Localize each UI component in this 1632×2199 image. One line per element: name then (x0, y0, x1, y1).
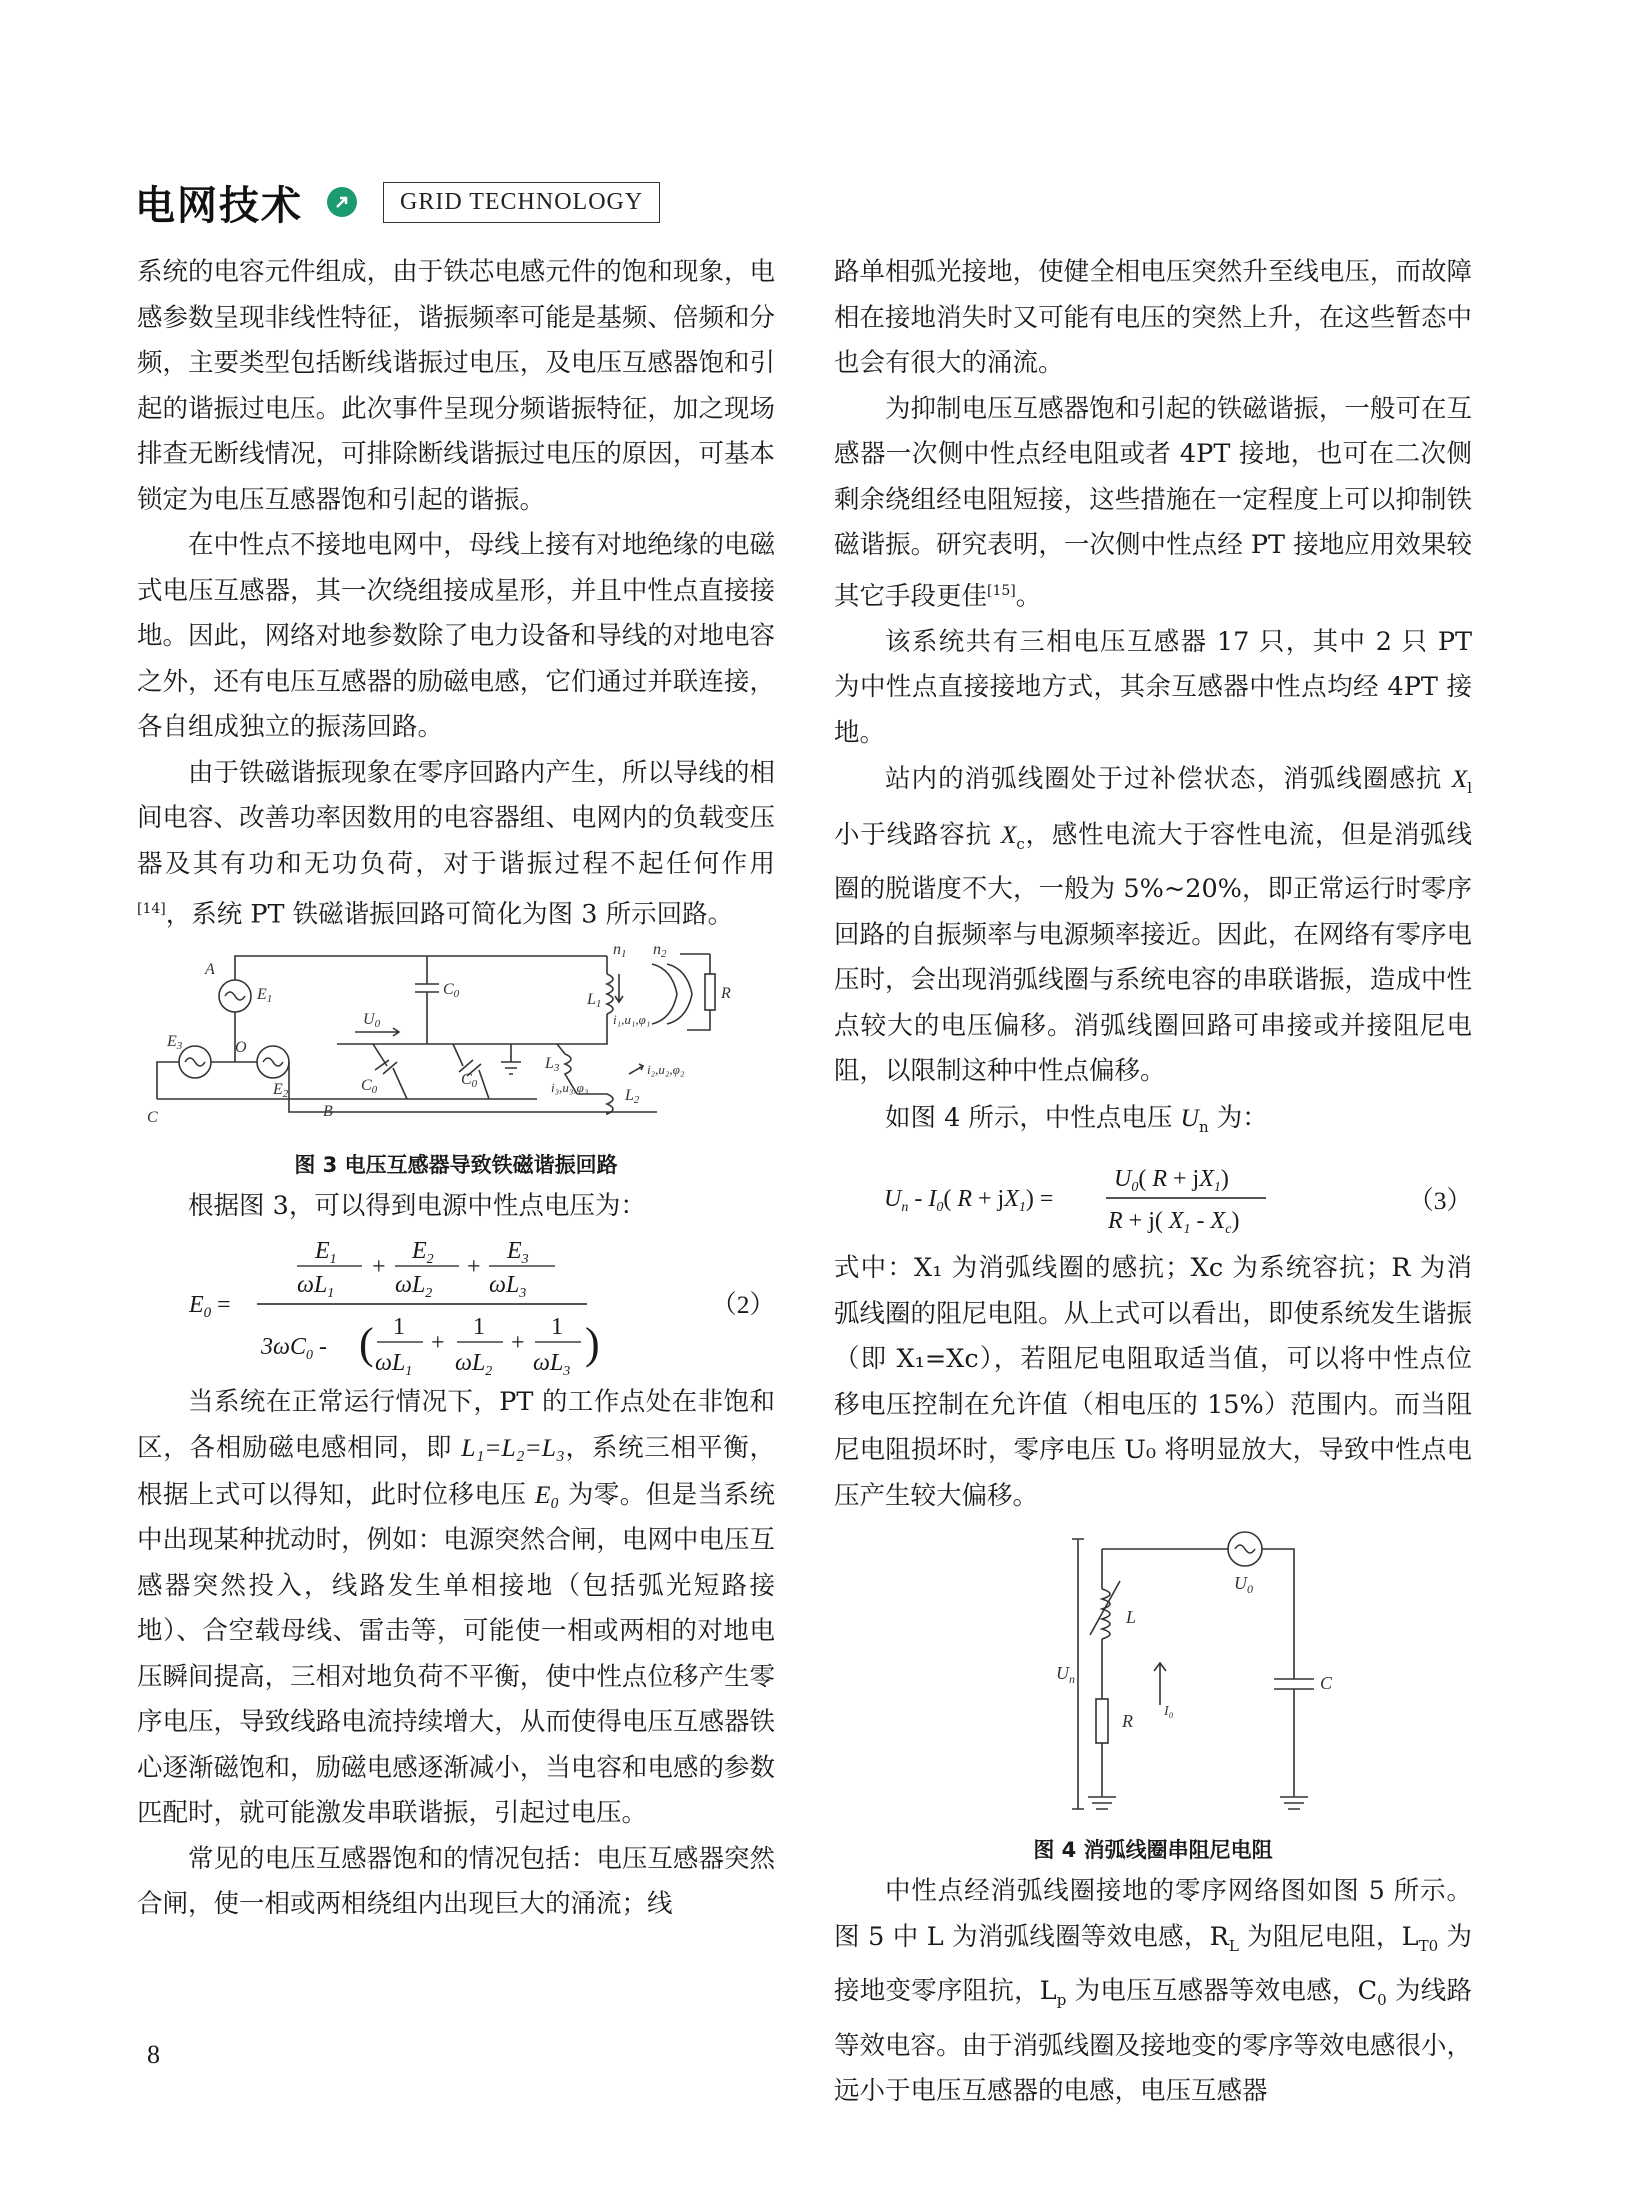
svg-text:i₃,u₃,φ₃: i₃,u₃,φ₃ (551, 1080, 589, 1095)
equation-number: （3） (1408, 1186, 1472, 1216)
svg-text:U0( R + jX1): $U_0$( $R + jX_1$) (1114, 1166, 1229, 1196)
svg-text:i₁,u₁,φ₁: i₁,u₁,φ₁ (613, 1012, 651, 1027)
svg-text:E2: $E_2$ (412, 1237, 434, 1267)
svg-text:C0: C0 (361, 1077, 378, 1096)
paragraph: 在中性点不接地电网中，母线上接有对地绝缘的电磁式电压互感器，其一次绕组接成星形，并且中性点直接接地。因此，网络对地参数除了电力设备和导线的对地电容之外，还有电压互感器的励磁电感，它们通过并联连接，各自组成独立的振荡回路。 (137, 530, 775, 742)
svg-text:1: 1 (393, 1313, 405, 1340)
paragraph: 式中：X₁ 为消弧线圈的感抗；Xc 为系统容抗；R 为消弧线圈的阻尼电阻。从上式可以看出，即使系统发生谐振（即 X₁=Xc），若阻尼电阻取适当值，可以将中性点位移电压控制在允许值（相电压的 15%）范围内。而当阻尼电阻损坏时，零序电压 U₀ 将明显放大，导致中性点电压产生较大偏移。 (834, 1253, 1472, 1511)
page-number: 8 (147, 2040, 160, 2069)
svg-text:3ωC0 -: $3\omega C_0$ - (261, 1333, 327, 1363)
paragraph: 由于铁磁谐振现象在零序回路内产生，所以导线的相间电容、改善功率因数用的电容器组、电网内的负载变压器及其有功和无功负荷，对于谐振过程不起任何作用[14]，系统 PT 铁磁谐振回路可简化为图 3 所示回路。 (137, 757, 775, 930)
svg-text:R: R (1122, 1711, 1133, 1732)
svg-text:E1: E1 (257, 986, 273, 1005)
svg-text:I₀: I₀ (1164, 1704, 1174, 1720)
svg-text:E2: E2 (273, 1081, 289, 1100)
figure-3-caption: 图 3 电压互感器导致铁磁谐振回路 (294, 1153, 618, 1177)
paragraph: 站内的消弧线圈处于过补偿状态，消弧线圈感抗 $X_l$ 小于线路容抗 $X_c$，感性电流大于容性电流，但是消弧线圈的脱谐度不大，一般为 5%~20%，即正常运行时零序回路的自振频率与电源频率接近。因此，在网络有零序电压时，会出现消弧线圈与系统电容的串联谐振，造成中性点较大的电压偏移。消弧线圈回路可串接或并接阻尼电阻，以限制这种中性点偏移。 (834, 764, 1472, 1087)
left-column (137, 250, 775, 1928)
equation-number: （2） (711, 1289, 775, 1319)
svg-text:E3: E3 (167, 1033, 183, 1052)
figure-3-circuit (137, 944, 775, 1144)
paragraph: 系统的电容元件组成，由于铁芯电感元件的饱和现象，电感参数呈现非线性特征，谐振频率可能是基频、倍频和分频，主要类型包括断线谐振过电压，及电压互感器饱和引起的谐振过电压。此次事件呈现分频谐振特征，加之现场排查无断线情况，可排除断线谐振过电压的原因，可基本锁定为电压互感器饱和引起的谐振。 (137, 257, 775, 515)
svg-text:+: + (511, 1329, 525, 1356)
figure-4-circuit (834, 1529, 1472, 1829)
svg-text:ωL2: $\omega L_2$ (395, 1271, 433, 1301)
svg-text:L3: L3 (545, 1055, 560, 1074)
svg-text:O: O (235, 1039, 247, 1056)
svg-text:A: A (205, 961, 215, 978)
svg-text:+: + (431, 1329, 445, 1356)
svg-text:E3: $E_3$ (507, 1237, 529, 1267)
svg-text:Un - I0( R + jX1) =: $U_n - I_0$( $R + jX_1$) = (884, 1186, 1054, 1216)
arrow-icon (327, 187, 357, 217)
journal-title-cn: 电网技术 (135, 182, 303, 229)
svg-text:i₂,u₂,φ₂: i₂,u₂,φ₂ (647, 1062, 685, 1077)
svg-text:L: L (1126, 1607, 1137, 1628)
journal-header (135, 172, 660, 232)
svg-text:1: 1 (473, 1313, 485, 1340)
svg-text:): ) (585, 1318, 600, 1368)
svg-text:C: C (147, 1109, 158, 1126)
paragraph: 该系统共有三相电压互感器 17 只，其中 2 只 PT 为中性点直接接地方式，其余互感器中性点均经 4PT 接地。 (834, 626, 1472, 748)
svg-text:U0: U0 (363, 1011, 381, 1030)
figure-4-caption: 图 4 消弧线圈串阻尼电阻 (1033, 1838, 1273, 1863)
svg-text:L2: L2 (625, 1087, 640, 1106)
svg-text:R: R (721, 985, 731, 1002)
paragraph: 中性点经消弧线圈接地的零序网络图如图 5 所示。图 5 中 L 为消弧线圈等效电感，$R_L$ 为阻尼电阻，$L_{T0}$ 为接地变零序阻抗，$L_p$ 为电压互感器等效电感，$C_0$ 为线路等效电容。由于消弧线圈及接地变的零序等效电感很小，远小于电压互感器的电感，电压互感器 (834, 1876, 1473, 2107)
svg-text:C0: C0 (461, 1071, 478, 1090)
svg-text:C: C (1320, 1673, 1333, 1694)
paragraph: 常见的电压互感器饱和的情况包括：电压互感器突然合闸，使一相或两相绕组内出现巨大的涌流；线 (137, 1843, 775, 1919)
svg-text:n2: n2 (653, 944, 667, 960)
journal-title-en: GRID TECHNOLOGY (383, 182, 660, 223)
svg-text:n1: n1 (613, 944, 627, 960)
paragraph: 为抑制电压互感器饱和引起的铁磁谐振，一般可在互感器一次侧中性点经电阻或者 4PT 接地，也可在二次侧剩余绕组经电阻短接，这些措施在一定程度上可以抑制铁磁谐振。研究表明，一次侧中性点经 PT 接地应用效果较其它手段更佳[15]。 (834, 393, 1472, 611)
equation-2 (137, 1230, 775, 1380)
svg-text:Un: $U_n$ (1056, 1663, 1075, 1687)
equation-3 (834, 1150, 1472, 1246)
svg-text:1: 1 (551, 1313, 563, 1340)
svg-text:+: + (372, 1253, 386, 1280)
paragraph: 当系统在正常运行情况下，PT 的工作点处在非饱和区，各相励磁电感相同，即 L₁=L₂=L₃，系统三相平衡，根据上式可以得知，此时位移电压 E₀ 为零。但是当系统中出现某种扰动时，例如：电源突然合闸，电网中电压互感器突然投入，线路发生单相接地（包括弧光短路接地）、合空载母线、雷击等，可能使一相或两相的对地电压瞬间提高，三相对地负荷不平衡，使中性点位移产生零序电压，导致线路电流持续增大，从而使得电压互感器铁心逐渐磁饱和，励磁电感逐渐减小，当电容和电感的参数匹配时，就可能激发串联谐振，引起过电压。 (137, 1386, 775, 1828)
svg-text:ωL1: $\omega L_1$ (375, 1349, 413, 1379)
paragraph: 路单相弧光接地，使健全相电压突然升至线电压，而故障相在接地消失时又可能有电压的突然上升，在这些暂态中也会有很大的涌流。 (834, 257, 1472, 378)
svg-text:ωL2: $\omega L_2$ (455, 1349, 493, 1379)
svg-text:ωL3: $\omega L_3$ (533, 1349, 571, 1379)
svg-text:E1: $E_1$ (315, 1237, 337, 1267)
svg-text:+: + (467, 1253, 481, 1280)
svg-text:R + j( X1 - Xc): R + j( $X_1 - X_c$) (1108, 1208, 1240, 1238)
svg-text:ωL3: $\omega L_3$ (489, 1271, 527, 1301)
svg-text:B: B (323, 1103, 333, 1120)
svg-text:(: ( (359, 1318, 374, 1368)
svg-text:C0: C0 (443, 981, 460, 1000)
svg-text:U0: $U_0$ (1234, 1573, 1253, 1597)
svg-text:L1: L1 (587, 991, 602, 1010)
svg-text:E0 =: $E_0$ = (189, 1291, 231, 1321)
svg-text:ωL1: $\omega L_1$ (297, 1271, 335, 1301)
paragraph: 根据图 3，可以得到电源中性点电压为： (188, 1191, 646, 1221)
right-column (834, 250, 1472, 2115)
paragraph: 如图 4 所示，中性点电压 $U_n$ 为： (885, 1102, 1268, 1136)
